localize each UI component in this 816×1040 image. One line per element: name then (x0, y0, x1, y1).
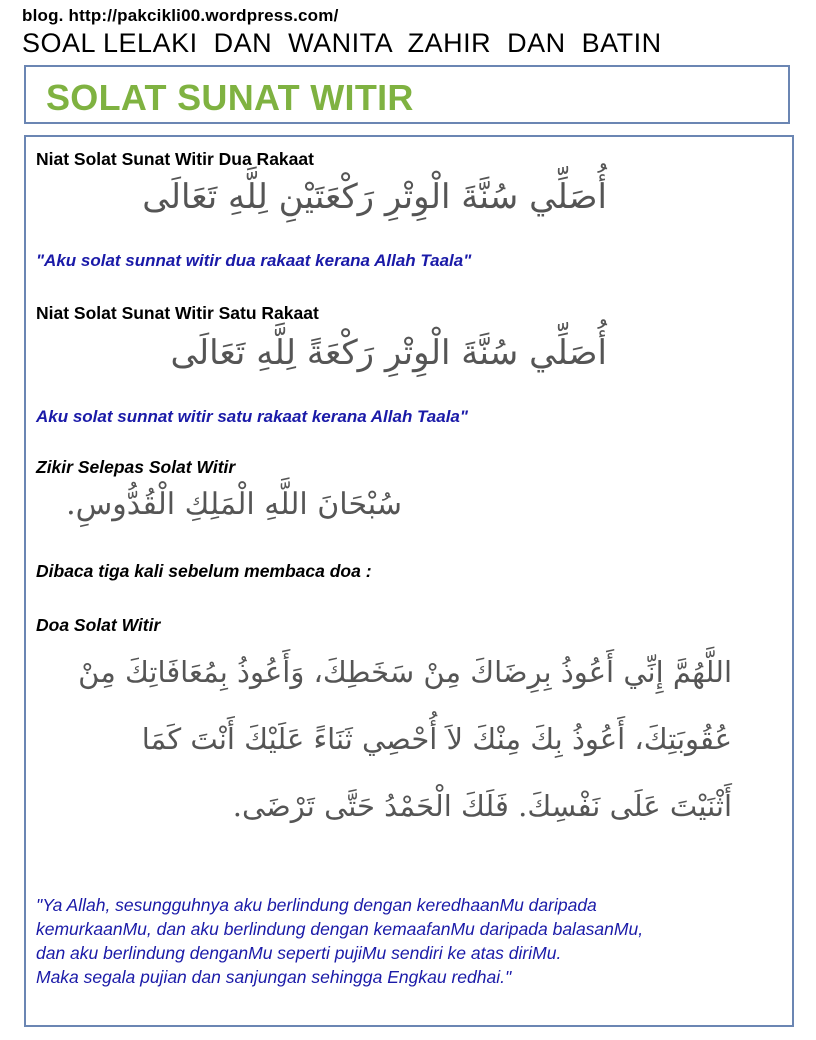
page-title: SOLAT SUNAT WITIR (46, 77, 414, 118)
translation-doa (36, 893, 781, 989)
title-box (24, 65, 790, 124)
arabic-doa-line-3: أَثْنَيْتَ عَلَى نَفْسِكَ. فَلَكَ الْحَمْدُ حَتَّى تَرْضَى. (232, 789, 732, 823)
heading-zikir: Zikir Selepas Solat Witir (36, 457, 236, 477)
arabic-niat-dua: أُصَلِّي سُنَّةَ الْوِتْرِ رَكْعَتَيْنِ لِلَّهِ تَعَالَى (142, 177, 607, 217)
blog-url: blog. http://pakcikli00.wordpress.com/ (22, 6, 339, 25)
content-box (24, 135, 794, 1027)
translation-doa-line-3: dan aku berlindung denganMu seperti pujiMu sendiri ke atas diriMu. (36, 943, 562, 963)
arabic-zikir: سُبْحَانَ اللَّهِ الْمَلِكِ الْقُدُّوسِ. (66, 487, 402, 522)
translation-doa-line-1: "Ya Allah, sesungguhnya aku berlindung dengan keredhaanMu daripada (36, 895, 597, 915)
translation-niat-dua: "Aku solat sunnat witir dua rakaat kerana Allah Taala" (36, 251, 472, 270)
translation-doa-line-4: Maka segala pujian dan sanjungan sehingga Engkau redhai." (36, 967, 512, 987)
heading-doa: Doa Solat Witir (36, 615, 161, 635)
heading-niat-satu: Niat Solat Sunat Witir Satu Rakaat (36, 303, 319, 323)
heading-niat-dua: Niat Solat Sunat Witir Dua Rakaat (36, 149, 314, 169)
arabic-niat-satu: أُصَلِّي سُنَّةَ الْوِتْرِ رَكْعَةً لِلَّهِ تَعَالَى (170, 333, 607, 373)
translation-doa-line-2: kemurkaanMu, dan aku berlindung dengan kemaafanMu daripada balasanMu, (36, 919, 644, 939)
arabic-doa-line-2: عُقُوبَتِكَ، أَعُوذُ بِكَ مِنْكَ لاَ أُحْصِي ثَنَاءً عَلَيْكَ أَنْتَ كَمَا (141, 722, 732, 756)
zikir-note: Dibaca tiga kali sebelum membaca doa : (36, 561, 372, 581)
series-title: SOAL LELAKI DAN WANITA ZAHIR DAN BATIN (22, 28, 662, 58)
arabic-doa-line-1: اللَّهُمَّ إِنِّي أَعُوذُ بِرِضَاكَ مِنْ سَخَطِكَ، وَأَعُوذُ بِمُعَافَاتِكَ مِنْ (78, 655, 732, 689)
translation-niat-satu: Aku solat sunnat witir satu rakaat kerana Allah Taala" (36, 407, 468, 426)
